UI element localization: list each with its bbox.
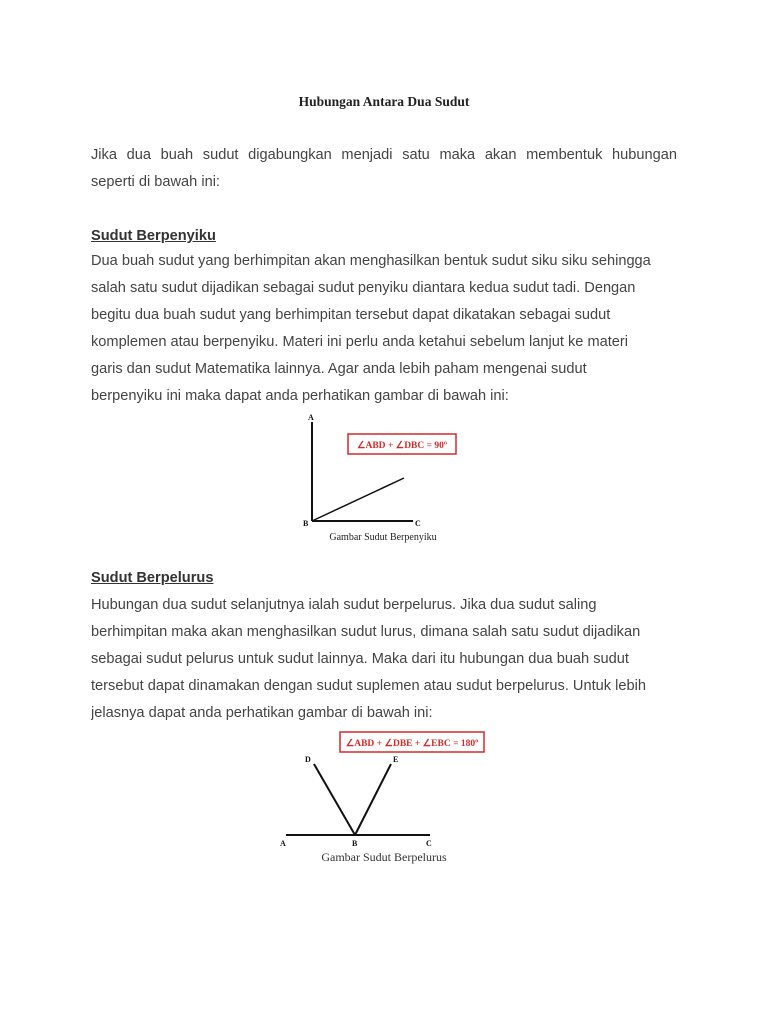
ray-bd	[314, 764, 355, 835]
point-label-e: E	[393, 755, 399, 764]
figure-caption: Gambar Sudut Berpelurus	[321, 850, 447, 864]
intro-line: seperti di bawah ini:	[91, 174, 220, 190]
section1-line: Dua buah sudut yang berhimpitan akan menghasilkan bentuk sudut siku siku sehingga	[91, 253, 651, 269]
section2-line: Hubungan dua sudut selanjutnya ialah sudut berpelurus. Jika dua sudut saling	[91, 597, 597, 613]
section2-line: jelasnya dapat anda perhatikan gambar di bawah ini:	[91, 705, 433, 721]
formula-text: ∠ABD + ∠DBE + ∠EBC = 180º	[345, 739, 479, 749]
point-label-b: B	[352, 839, 358, 848]
section2-paragraph	[91, 592, 677, 727]
section-heading-berpenyiku: Sudut Berpenyiku	[91, 228, 216, 244]
point-label-b: B	[303, 519, 309, 528]
section-heading-berpelurus: Sudut Berpelurus	[91, 570, 214, 586]
point-label-c: C	[415, 519, 421, 528]
section1-line: garis dan sudut Matematika lainnya. Agar anda lebih paham mengenai sudut	[91, 361, 587, 377]
section1-line: komplemen atau berpenyiku. Materi ini perlu anda ketahui sebelum lanjut ke materi	[91, 334, 629, 350]
section1-line: berpenyiku ini maka dapat anda perhatikan gambar di bawah ini:	[91, 388, 509, 404]
intro-line: Jika dua buah sudut digabungkan menjadi satu maka akan membentuk hubungan	[91, 147, 677, 163]
figure-caption: Gambar Sudut Berpenyiku	[329, 532, 437, 543]
point-label-d: D	[305, 755, 311, 764]
point-label-c: C	[426, 839, 432, 848]
page-title: Hubungan Antara Dua Sudut	[298, 94, 470, 109]
section2-line: sebagai sudut pelurus untuk sudut lainnya. Maka dari itu hubungan dua buah sudut	[91, 651, 629, 667]
section1-line: salah satu sudut dijadikan sebagai sudut penyiku diantara kedua sudut tadi. Dengan	[91, 280, 636, 296]
section2-line: tersebut dapat dinamakan dengan sudut suplemen atau sudut berpelurus. Untuk lebih	[91, 678, 646, 694]
section1-paragraph	[91, 248, 677, 410]
figure-sudut-berpenyiku	[296, 410, 466, 546]
formula-text: ∠ABD + ∠DBC = 90º	[356, 441, 448, 451]
figure-sudut-berpelurus	[274, 726, 496, 868]
point-label-a: A	[308, 413, 314, 422]
ray-bd	[312, 478, 404, 521]
section2-line: berhimpitan maka akan menghasilkan sudut lurus, dimana salah satu sudut dijadikan	[91, 624, 641, 640]
section1-line: begitu dua buah sudut yang berhimpitan tersebut dapat dikatakan sebagai sudut	[91, 307, 611, 323]
ray-be	[355, 764, 391, 835]
intro-paragraph	[91, 142, 677, 196]
point-label-a: A	[280, 839, 286, 848]
